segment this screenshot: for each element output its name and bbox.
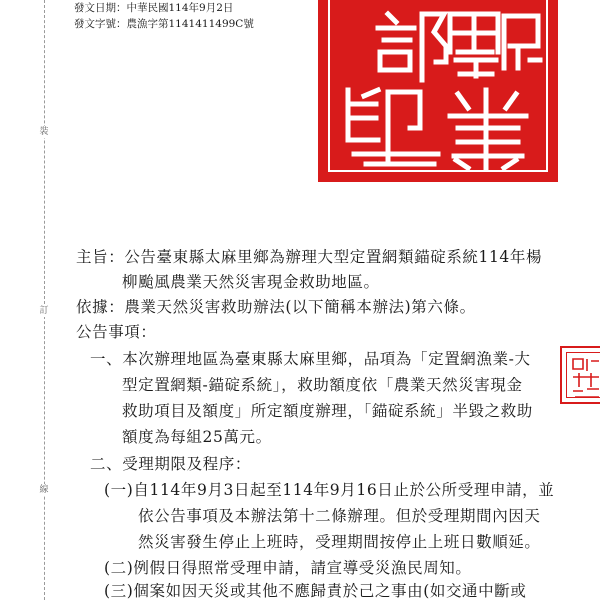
item2-sub2-text: 例假日得照常受理申請，請宣導受災漁民周知。 <box>133 559 472 577</box>
seal-script-glyphs <box>318 0 558 182</box>
issue-number-label: 發文字號： <box>74 18 127 30</box>
item2-sub1-line-3: 然災害發生停止上班時，受理期間按停止上班日數順延。 <box>138 533 541 551</box>
item1-line-4: 額度為每組25萬元。 <box>122 428 272 446</box>
item2-sub3-marker: (三) <box>104 582 134 600</box>
item1-line-2: 型定置網類-錨碇系統」，救助額度依「農業天然災害現金 <box>122 376 523 394</box>
official-seal <box>318 0 558 182</box>
subject-label: 主旨： <box>76 248 125 266</box>
issue-number <box>74 17 254 31</box>
item1-text-1: 本次辦理地區為臺東縣太麻里鄉，品項為「定置網漁業-大 <box>122 350 531 368</box>
item2-sub3-line <box>104 580 526 602</box>
small-stamp-glyphs <box>567 353 600 403</box>
item2-sub1-text-1: 自114年9月3日起至114年9月16日止於公所受理申請，並 <box>133 481 555 499</box>
basis-text: 農業天然災害救助辦法(以下簡稱本辦法)第六條。 <box>124 298 476 316</box>
binding-gutter-line <box>44 0 45 600</box>
item2-sub2-line <box>104 557 472 579</box>
item2-heading <box>90 453 251 475</box>
item2-title: 受理期限及程序： <box>122 455 252 473</box>
subject-line-2: 柳颱風農業天然災害現金救助地區。 <box>122 273 380 291</box>
item1-marker: 一、 <box>90 350 123 368</box>
item2-sub1-marker: (一) <box>104 481 134 499</box>
item2-sub1-line-1 <box>104 479 554 501</box>
issue-date <box>74 1 233 15</box>
item1-line-1 <box>90 348 531 370</box>
item2-sub2-marker: (二) <box>104 559 134 577</box>
basis-label: 依據： <box>76 298 125 316</box>
issue-date-label: 發文日期： <box>74 2 127 14</box>
issue-date-value: 中華民國114年9月2日 <box>126 2 234 14</box>
subject-text-1: 公告臺東縣太麻里鄉為辦理大型定置網類錨碇系統114年楊 <box>124 248 543 266</box>
item1-line-3: 救助項目及額度」所定額度辦理，「錨碇系統」半毀之救助 <box>122 402 533 420</box>
small-stamp-inner <box>566 352 600 398</box>
issue-number-value: 農漁字第1141411499C號 <box>126 18 254 30</box>
item2-marker: 二、 <box>90 455 123 473</box>
gutter-mark-middle: 訂 <box>35 305 53 317</box>
basis-line <box>76 296 476 318</box>
gutter-mark-bottom: 線 <box>35 484 53 496</box>
subject-line-1 <box>76 246 542 268</box>
gutter-mark-top: 裝 <box>35 126 53 138</box>
item2-sub1-line-2: 依公告事項及本辦法第十二條辦理。但於受理期間內因天 <box>138 507 541 525</box>
small-red-stamp <box>560 346 600 404</box>
item2-sub3-text: 個案如因天災或其他不應歸責於己之事由(如交通中斷或 <box>133 582 527 600</box>
notice-label: 公告事項： <box>76 323 157 341</box>
